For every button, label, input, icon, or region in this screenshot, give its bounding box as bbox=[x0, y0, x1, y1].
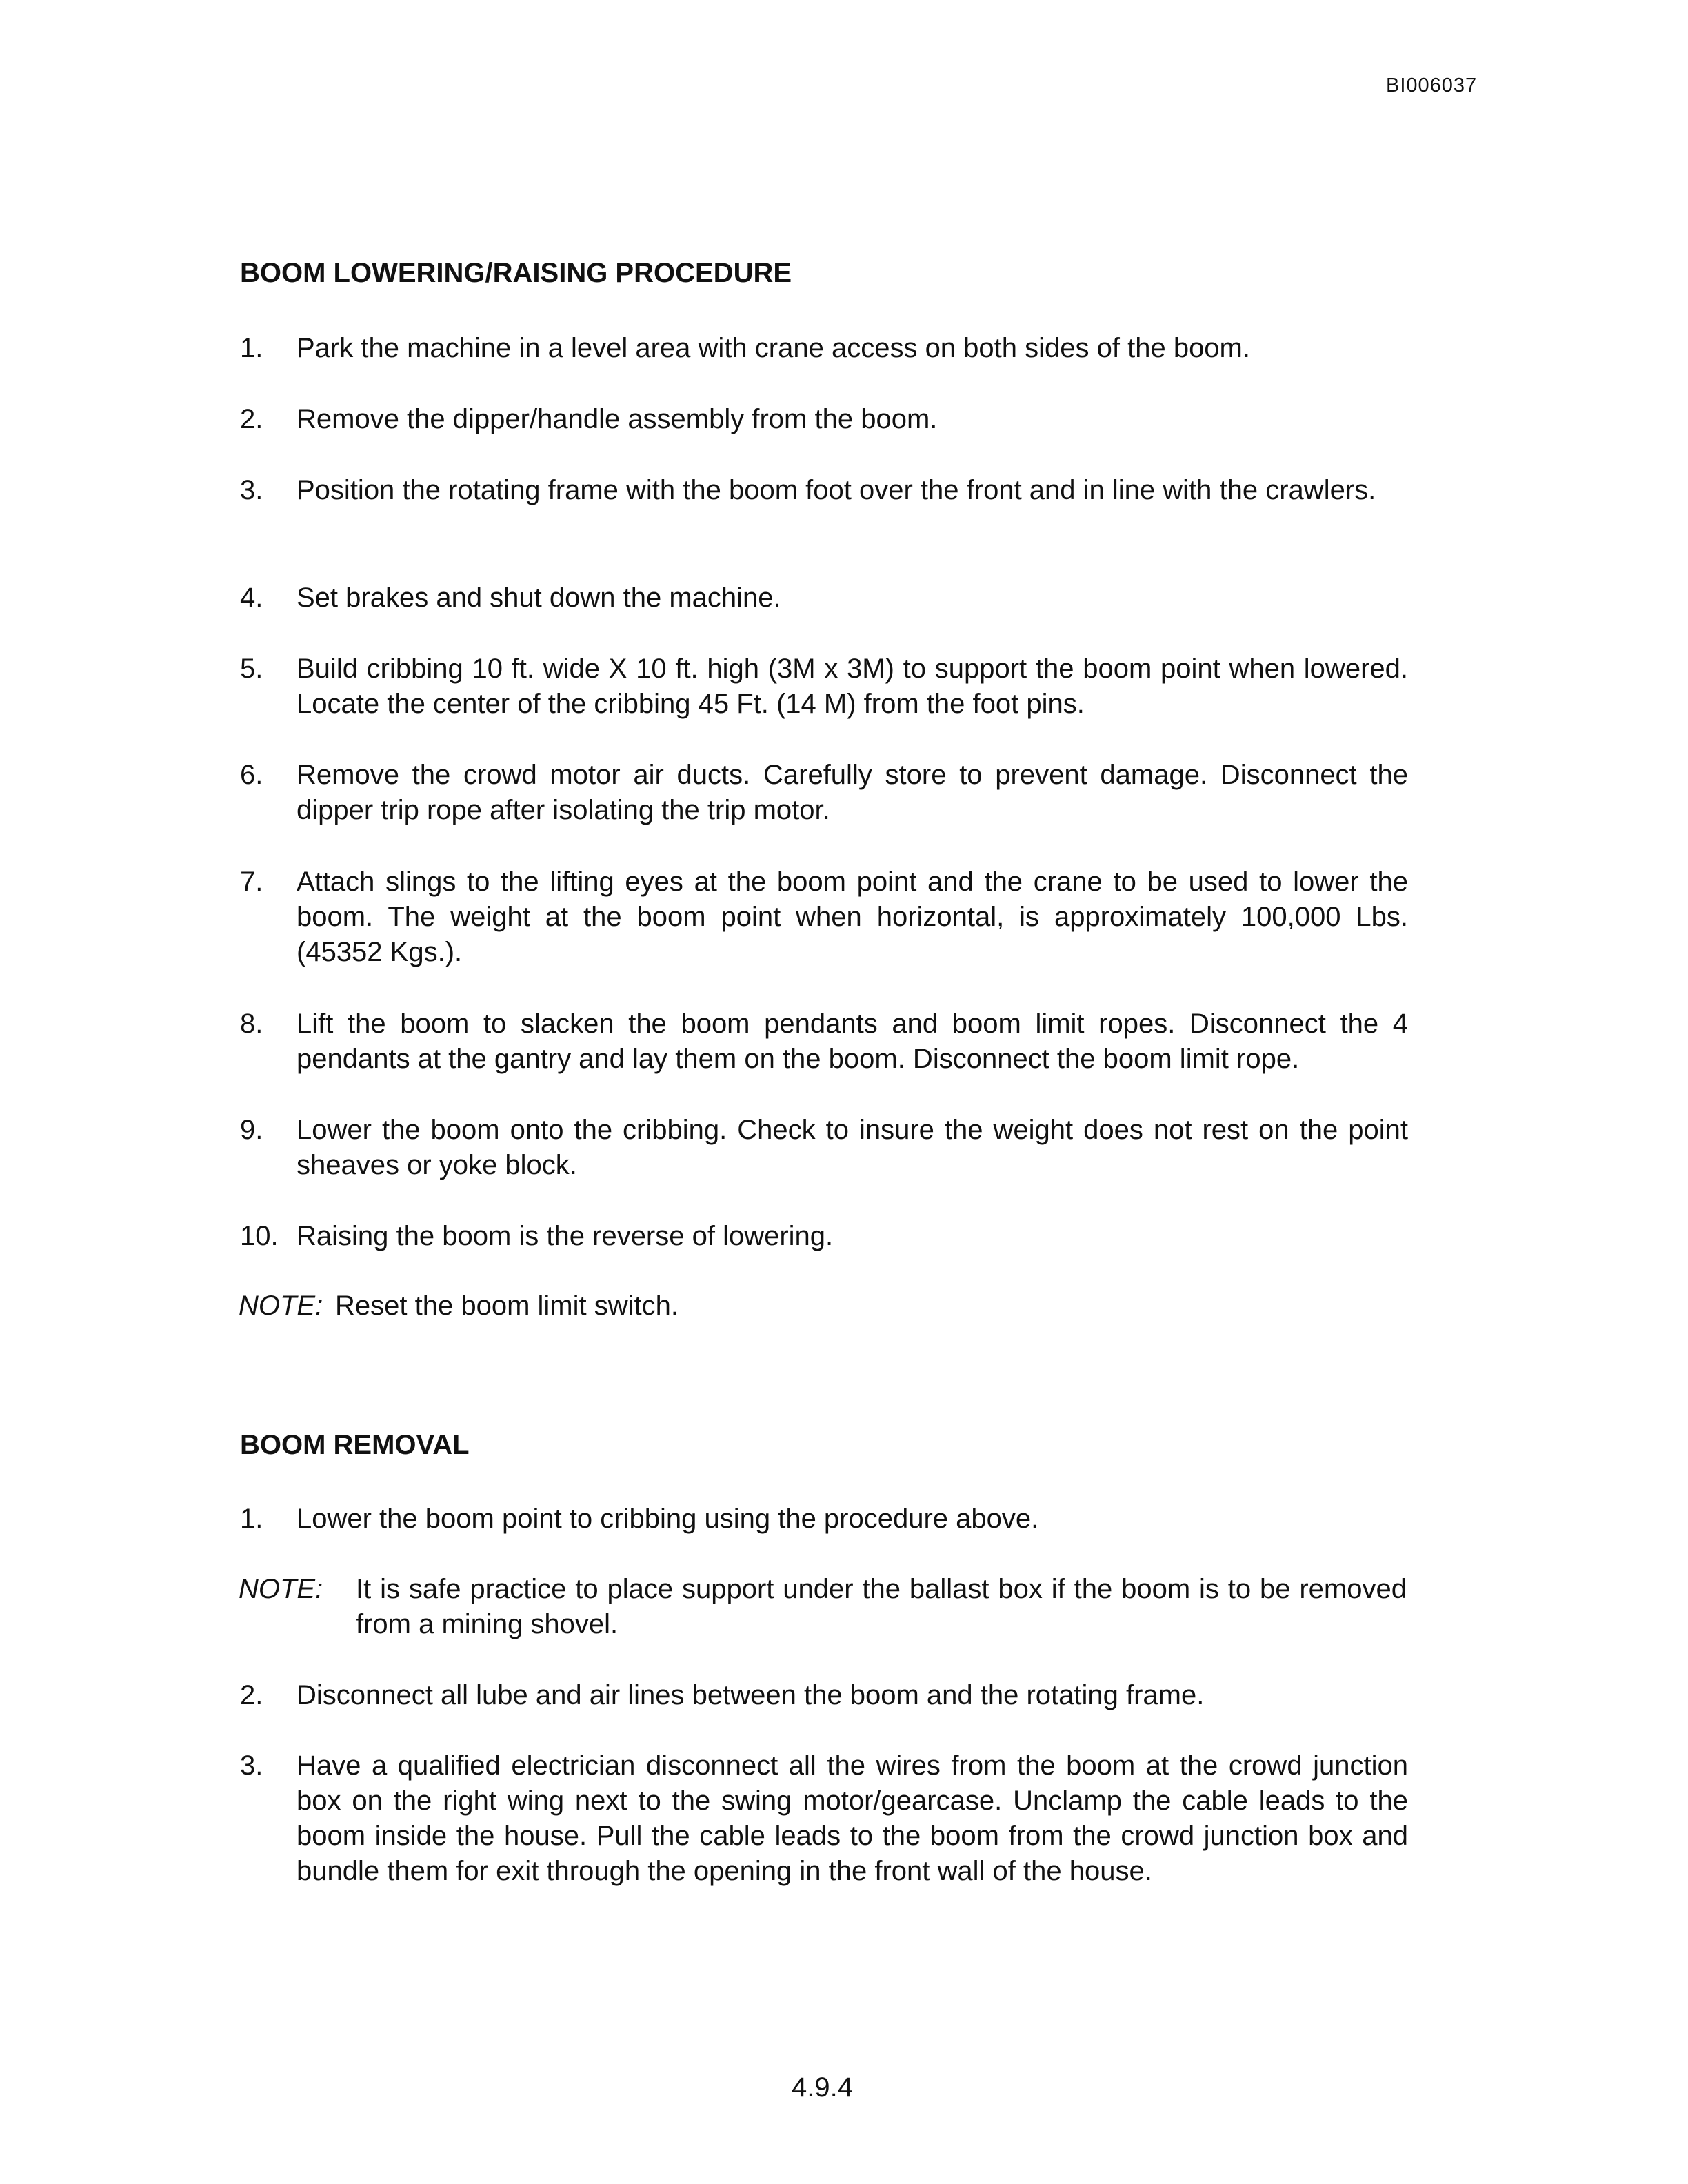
note-text: It is safe practice to place support under the ballast box if the boom is to be removed from a mining shovel. bbox=[356, 1574, 1407, 1639]
step-number: 7. bbox=[240, 867, 263, 897]
step-number: 10. bbox=[240, 1221, 279, 1251]
note-label: NOTE: bbox=[239, 1291, 323, 1321]
step-text: Attach slings to the lifting eyes at the boom point and the crane to be used to lower the boom. The weight at the boom point when horizontal, is approximately 100,000 Lbs. (45352 Kgs.). bbox=[297, 867, 1408, 967]
step-text: Lower the boom point to cribbing using the procedure above. bbox=[297, 1504, 1039, 1534]
note-label: NOTE: bbox=[239, 1574, 323, 1604]
section-heading-boom-lowering: BOOM LOWERING/RAISING PROCEDURE bbox=[240, 258, 792, 288]
step-text: Raising the boom is the reverse of lowering. bbox=[297, 1221, 834, 1251]
step-number: 3. bbox=[240, 475, 263, 505]
step-number: 5. bbox=[240, 654, 263, 684]
step-number: 3. bbox=[240, 1750, 263, 1781]
step-text: Set brakes and shut down the machine. bbox=[297, 583, 781, 613]
step-text: Disconnect all lube and air lines between the boom and the rotating frame. bbox=[297, 1680, 1205, 1710]
document-id: BI006037 bbox=[1386, 74, 1478, 97]
step-number: 6. bbox=[240, 760, 263, 790]
step-text: Park the machine in a level area with crane access on both sides of the boom. bbox=[297, 333, 1250, 363]
step-number: 9. bbox=[240, 1115, 263, 1145]
step-text: Build cribbing 10 ft. wide X 10 ft. high (3M x 3M) to support the boom point when lowered. Locate the center of the cribbing 45 Ft. (14 M) from the foot pins. bbox=[297, 654, 1408, 719]
step-text: Lower the boom onto the cribbing. Check to insure the weight does not rest on the point sheaves or yoke block. bbox=[297, 1115, 1408, 1180]
step-text: Position the rotating frame with the boom foot over the front and in line with the crawlers. bbox=[297, 475, 1376, 505]
page-number: 4.9.4 bbox=[792, 2072, 853, 2103]
step-number: 2. bbox=[240, 404, 263, 434]
step-number: 8. bbox=[240, 1009, 263, 1039]
step-number: 1. bbox=[240, 1504, 263, 1534]
step-text: Remove the dipper/handle assembly from the boom. bbox=[297, 404, 938, 434]
step-text: Lift the boom to slacken the boom pendants and boom limit ropes. Disconnect the 4 pendants at the gantry and lay them on the boom. Disconnect the boom limit rope. bbox=[297, 1009, 1408, 1074]
step-number: 4. bbox=[240, 583, 263, 613]
step-text: Have a qualified electrician disconnect all the wires from the boom at the crowd junction box on the right wing next to the swing motor/gearcase. Unclamp the cable leads to the boom inside the house. Pull the cable leads to the boom from the crowd junction box and bundle them for exit through the opening in the front wall of the house. bbox=[297, 1750, 1408, 1886]
step-number: 1. bbox=[240, 333, 263, 363]
step-number: 2. bbox=[240, 1680, 263, 1710]
note-text: Reset the boom limit switch. bbox=[335, 1291, 679, 1321]
step-text: Remove the crowd motor air ducts. Carefully store to prevent damage. Disconnect the dipper trip rope after isolating the trip motor. bbox=[297, 760, 1408, 825]
section-heading-boom-removal: BOOM REMOVAL bbox=[240, 1430, 470, 1460]
